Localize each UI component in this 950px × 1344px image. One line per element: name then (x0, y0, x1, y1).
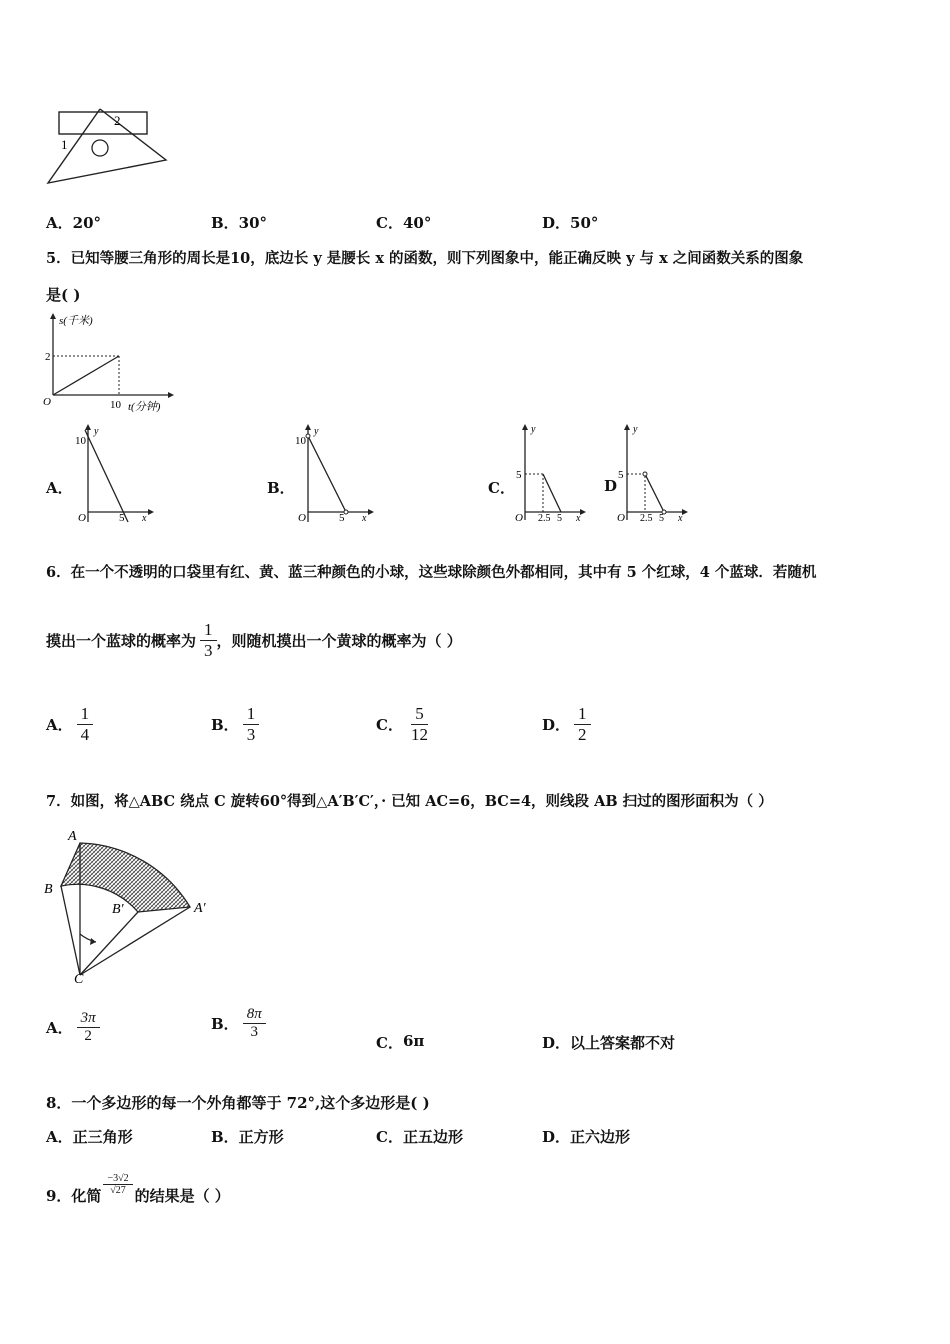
q9-prefix: 9．化简 (46, 1187, 102, 1205)
q5-option-b-graph[interactable] (290, 422, 380, 527)
q8-option-b[interactable]: B．正方形 (211, 1128, 284, 1146)
function-line (543, 474, 561, 512)
q6-option-d[interactable]: D． $\frac{1}{2}$ (542, 704, 591, 744)
q6-text-line1: 6．在一个不透明的口袋里有红、黄、蓝三种颜色的小球，这些球除颜色外都相同，其中有 5 个红球，4 个蓝球．若随机 (46, 564, 817, 581)
q8-option-a[interactable]: A．正三角形 (46, 1128, 133, 1146)
svg-text:2.5: 2.5 (640, 513, 653, 524)
function-line (308, 436, 346, 512)
origin-label: O (43, 396, 51, 408)
svg-text:y: y (633, 424, 638, 435)
function-line (646, 476, 663, 510)
distance-line (53, 356, 119, 395)
label-b: B (44, 882, 53, 897)
svg-text:x: x (142, 513, 147, 524)
svg-text:5: 5 (339, 512, 345, 524)
q4-option-a[interactable]: A．20° (46, 214, 102, 232)
label-b-prime: B′ (112, 902, 124, 917)
q6-option-a[interactable]: A． $\frac{1}{4}$ (46, 704, 93, 744)
label-c: C (74, 972, 84, 987)
q9-suffix: 的结果是（ ） (134, 1187, 230, 1205)
svg-text:5: 5 (516, 469, 522, 481)
q5-option-d-graph[interactable] (610, 420, 695, 525)
q8-option-d[interactable]: D．正六边形 (542, 1128, 631, 1146)
svg-text:5: 5 (557, 513, 562, 524)
q4-option-d[interactable]: D．50° (542, 214, 599, 232)
q4-figure (40, 105, 180, 190)
svg-text:5: 5 (618, 469, 624, 481)
q7-figure (40, 822, 220, 987)
q4-option-b[interactable]: B．30° (211, 214, 268, 232)
svg-text:10: 10 (75, 435, 86, 447)
q6-text-suffix: ，则随机摸出一个黄球的概率为（ ） (216, 631, 462, 650)
x-axis-label: t(分钟) (128, 401, 161, 413)
svg-text:O: O (298, 512, 306, 524)
y-axis-label: s(千米) (59, 315, 93, 327)
label-a: A (68, 829, 77, 844)
svg-text:O: O (78, 512, 86, 524)
q6-text-prefix: 摸出一个蓝球的概率为 (46, 631, 197, 650)
q9-fraction: $\frac{-3√2}{√27}$ (103, 1173, 132, 1197)
label-a-prime: A′ (194, 901, 206, 916)
svg-text:5: 5 (119, 512, 125, 524)
q6-text-line2 (46, 620, 462, 660)
q5-option-a-label[interactable]: A． (46, 479, 73, 497)
svg-text:y: y (94, 426, 99, 437)
svg-text:O: O (617, 512, 625, 524)
q7-text: 7．如图，将△ABC 绕点 C 旋转60°得到△A′B′C′，· 已知 AC=6，BC=4，则线段 AB 扫过的图形面积为（ ） (46, 793, 773, 810)
q5-option-c-graph[interactable] (508, 420, 593, 525)
q5-text-line1: 5．已知等腰三角形的周长是10，底边长 y 是腰长 x 的函数，则下列图象中，能正确反映 y 与 x 之间函数关系的图象 (46, 250, 804, 267)
svg-text:x: x (678, 513, 683, 524)
q7-option-d[interactable]: D． 以上答案都不对 (542, 1034, 676, 1052)
y-tick-2: 2 (45, 351, 51, 363)
svg-text:5: 5 (659, 513, 664, 524)
q6-inline-fraction: $\frac{1}{3}$ (200, 620, 217, 660)
q6-option-b[interactable]: B． $\frac{1}{3}$ (211, 704, 259, 744)
svg-text:y: y (314, 426, 319, 437)
svg-text:y: y (531, 424, 536, 435)
q4-angle-1-label: 1 (61, 137, 68, 152)
svg-text:x: x (362, 513, 367, 524)
q5-reference-graph (40, 312, 180, 417)
q5-option-a-graph[interactable] (70, 422, 160, 527)
q8-option-c[interactable]: C．正五边形 (376, 1128, 463, 1146)
function-line (85, 430, 128, 522)
svg-text:10: 10 (295, 435, 306, 447)
q4-option-c[interactable]: C．40° (376, 214, 432, 232)
q7-option-b[interactable]: B． $\frac{8\pi}{3}$ (211, 1006, 266, 1042)
svg-text:O: O (515, 512, 523, 524)
q8-text: 8．一个多边形的每一个外角都等于 72°,这个多边形是( ) (46, 1094, 430, 1112)
q5-option-c-label[interactable]: C． (488, 479, 515, 497)
q4-ruler (59, 112, 147, 134)
q4-angle-2-label: 2 (114, 113, 121, 128)
q5-text-line2: 是( ) (46, 286, 81, 304)
q9-text (46, 1163, 230, 1206)
q7-option-c[interactable]: C． 6π (376, 1032, 425, 1052)
svg-text:2.5: 2.5 (538, 513, 551, 524)
q5-option-d-label[interactable]: D (604, 477, 618, 495)
svg-text:x: x (576, 513, 581, 524)
q7-option-a[interactable]: A． $\frac{3\pi}{2}$ (46, 1010, 100, 1046)
q5-option-b-label[interactable]: B． (267, 479, 295, 497)
x-tick-10: 10 (110, 399, 121, 411)
q6-option-c[interactable]: C． $\frac{5}{12}$ (376, 704, 428, 744)
q4-triangle-hole (92, 140, 108, 156)
